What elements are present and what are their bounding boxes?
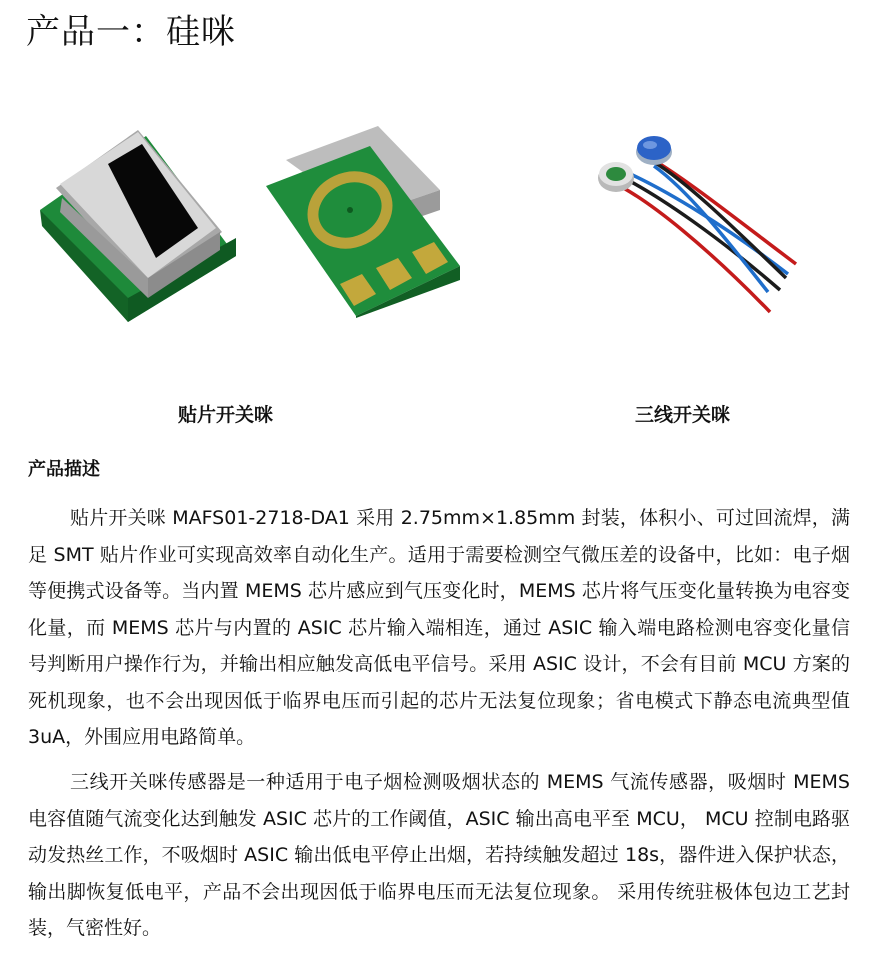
description-paragraph-three-wire: 三线开关咪传感器是一种适用于电子烟检测吸烟状态的 MEMS 气流传感器，吸烟时 MEMS 电容值随气流变化达到触发 ASIC 芯片的工作阈值，ASIC 输出高电平至 MCU， MCU 控制电路驱动发热丝工作，不吸烟时 ASIC 输出低电平停止出烟，若持续触发超过 18s，器件进入保护状态，输出脚恢复低电平，产品不会出现因低于临界电压而无法复位现象。 采用传统驻极体包边工艺封装，气密性好。 <box>28 771 850 939</box>
smd-mic-top-image <box>38 128 243 323</box>
three-wire-mic-image <box>590 130 800 320</box>
description-paragraph-smd: 贴片开关咪 MAFS01-2718-DA1 采用 2.75mm×1.85mm 封装，体积小、可过回流焊，满足 SMT 贴片作业可实现高效率自动化生产。适用于需要检测空气微压差的设备中，比如：电子烟等便携式设备等。当内置 MEMS 芯片感应到气压变化时，MEMS 芯片将气压变化量转换为电容变化量，而 MEMS 芯片与内置的 ASIC 芯片输入端相连，通过 ASIC 输入端电路检测电容变化量信号判断用户操作行为，并输出相应触发高低电平信号。采用 ASIC 设计，不会有目前 MCU 方案的死机现象，也不会出现因低于临界电压而引起的芯片无法复位现象；省电模式下静态电流典型值 3uA，外围应用电路简单。 <box>28 507 850 748</box>
page-title: 产品一：硅咪 <box>26 12 236 52</box>
description-heading: 产品描述 <box>28 459 100 480</box>
smd-mic-caption: 贴片开关咪 <box>178 404 274 426</box>
smd-mic-bottom-image <box>264 124 466 319</box>
three-wire-mic-caption: 三线开关咪 <box>635 404 731 426</box>
